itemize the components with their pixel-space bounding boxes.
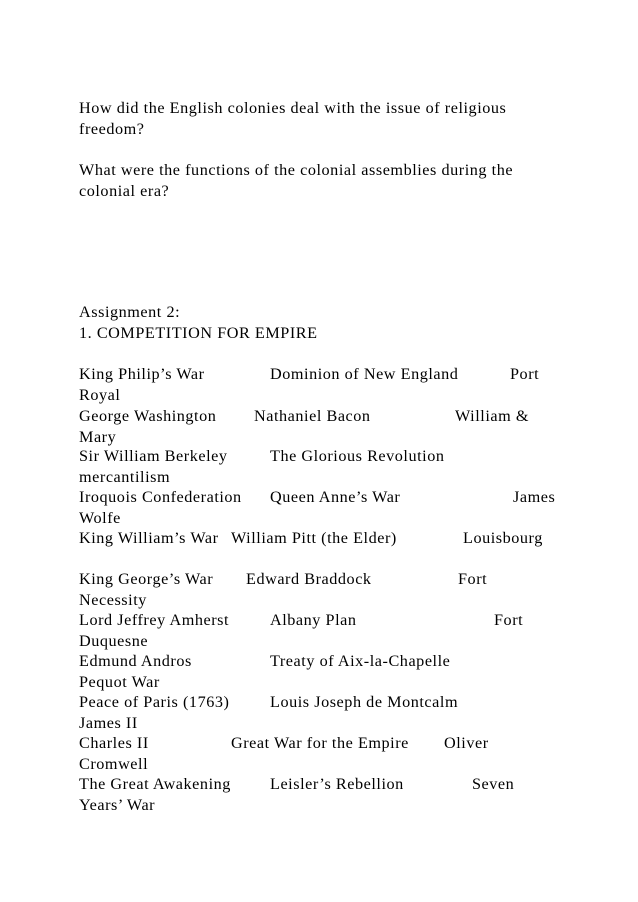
term: William Pitt (the Elder) (231, 529, 397, 547)
term: Wolfe (79, 509, 121, 527)
term: The Glorious Revolution (270, 447, 445, 465)
term: Iroquois Confederation (79, 488, 242, 506)
question-colonial-assemblies-line1: What were the functions of the colonial assemblies during the (79, 161, 514, 179)
term: Edward Braddock (246, 570, 372, 588)
term: Louis Joseph de Montcalm (270, 693, 459, 711)
assignment-title: Assignment 2: (79, 303, 181, 321)
term: George Washington (79, 407, 217, 425)
term: King George’s War (79, 570, 214, 588)
term: Mary (79, 428, 117, 446)
term: Treaty of Aix-la-Chapelle (270, 652, 451, 670)
term: Leisler’s Rebellion (270, 775, 404, 793)
term: Albany Plan (270, 611, 357, 629)
term: Fort (458, 570, 488, 588)
question-religious-freedom-line1: How did the English colonies deal with the issue of religious (79, 99, 507, 117)
term: Royal (79, 386, 121, 404)
term: Duquesne (79, 632, 149, 650)
term: Louisbourg (463, 529, 543, 547)
term: Nathaniel Bacon (254, 407, 371, 425)
term: Charles II (79, 734, 149, 752)
term: Peace of Paris (1763) (79, 693, 230, 711)
term: The Great Awakening (79, 775, 231, 793)
term: King Philip’s War (79, 365, 205, 383)
question-religious-freedom-line2: freedom? (79, 120, 145, 138)
term: Great War for the Empire (231, 734, 409, 752)
term: Port (510, 365, 540, 383)
term: Oliver (444, 734, 489, 752)
term: Dominion of New England (270, 365, 459, 383)
section-heading: 1. COMPETITION FOR EMPIRE (79, 324, 318, 342)
term: Edmund Andros (79, 652, 192, 670)
term: Necessity (79, 591, 147, 609)
term: James (513, 488, 556, 506)
term: James II (79, 714, 138, 732)
term: William & (455, 407, 529, 425)
term: Lord Jeffrey Amherst (79, 611, 230, 629)
term: Queen Anne’s War (270, 488, 401, 506)
term: Cromwell (79, 755, 149, 773)
term: Fort (494, 611, 524, 629)
term: Pequot War (79, 673, 160, 691)
term: King William’s War (79, 529, 219, 547)
term: Sir William Berkeley (79, 447, 228, 465)
term: Years’ War (79, 796, 156, 814)
question-colonial-assemblies-line2: colonial era? (79, 182, 170, 200)
term: Seven (472, 775, 515, 793)
term: mercantilism (79, 468, 171, 486)
